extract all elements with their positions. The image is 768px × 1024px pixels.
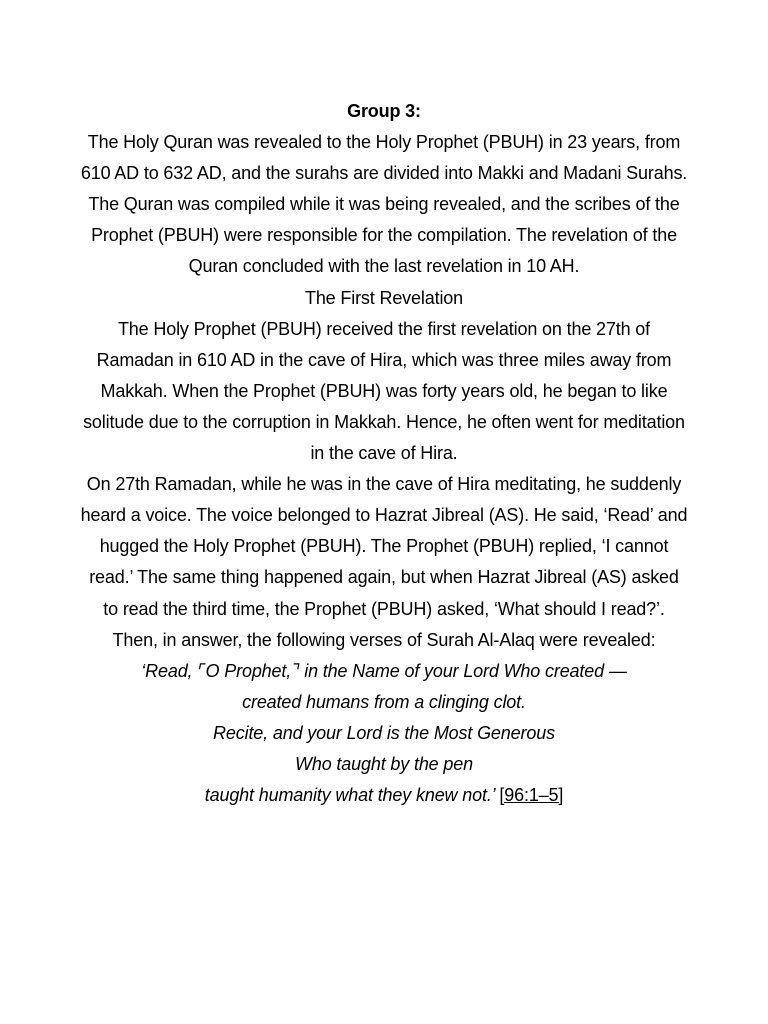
section-subheading: The First Revelation bbox=[304, 287, 464, 308]
verse-reference-link[interactable]: [96:1–5] bbox=[499, 785, 564, 806]
verse-line: created humans from a clinging clot. bbox=[242, 691, 526, 712]
verse-line-text: taught humanity what they knew not.’ bbox=[204, 785, 500, 806]
verse-line: ‘Read, ⌜O Prophet,⌝ in the Name of your Lord Who created — bbox=[141, 660, 627, 681]
verse-line: Recite, and your Lord is the Most Generous bbox=[213, 722, 555, 743]
intro-paragraph: The Holy Quran was revealed to the Holy Prophet (PBUH) in 23 years, from 610 AD to 632 AD, and the surahs are divided into Makki and Madani Surahs. The Quran was compiled while it was being revealed, and the scribes of the Prophet (PBUH) were responsible for the compilation. The revelation of the Quran concluded with the last revelation in 10 AH. bbox=[80, 132, 688, 277]
document-title: Group 3: bbox=[347, 101, 421, 121]
document-body bbox=[80, 96, 688, 811]
first-revelation-paragraph: The Holy Prophet (PBUH) received the first revelation on the 27th of Ramadan in 610 AD in the cave of Hira, which was three miles away from Makkah. When the Prophet (PBUH) was forty years old, he began to like solitude due to the corruption in Makkah. Hence, he often went for meditation in the cave of Hira. bbox=[83, 318, 685, 464]
verse-line: Who taught by the pen bbox=[295, 753, 473, 774]
surah-intro-paragraph: Then, in answer, the following verses of Surah Al-Alaq were revealed: bbox=[112, 629, 656, 650]
jibreal-encounter-paragraph: On 27th Ramadan, while he was in the cave of Hira meditating, he suddenly heard a voice. The voice belonged to Hazrat Jibreal (AS). He said, ‘Read’ and hugged the Holy Prophet (PBUH). The Prophet (PBUH) replied, ‘I cannot read.’ The same thing happened again, but when Hazrat Jibreal (AS) asked to read the third time, the Prophet (PBUH) asked, ‘What should I read?’. bbox=[80, 474, 688, 619]
verse-line-final bbox=[80, 780, 688, 811]
